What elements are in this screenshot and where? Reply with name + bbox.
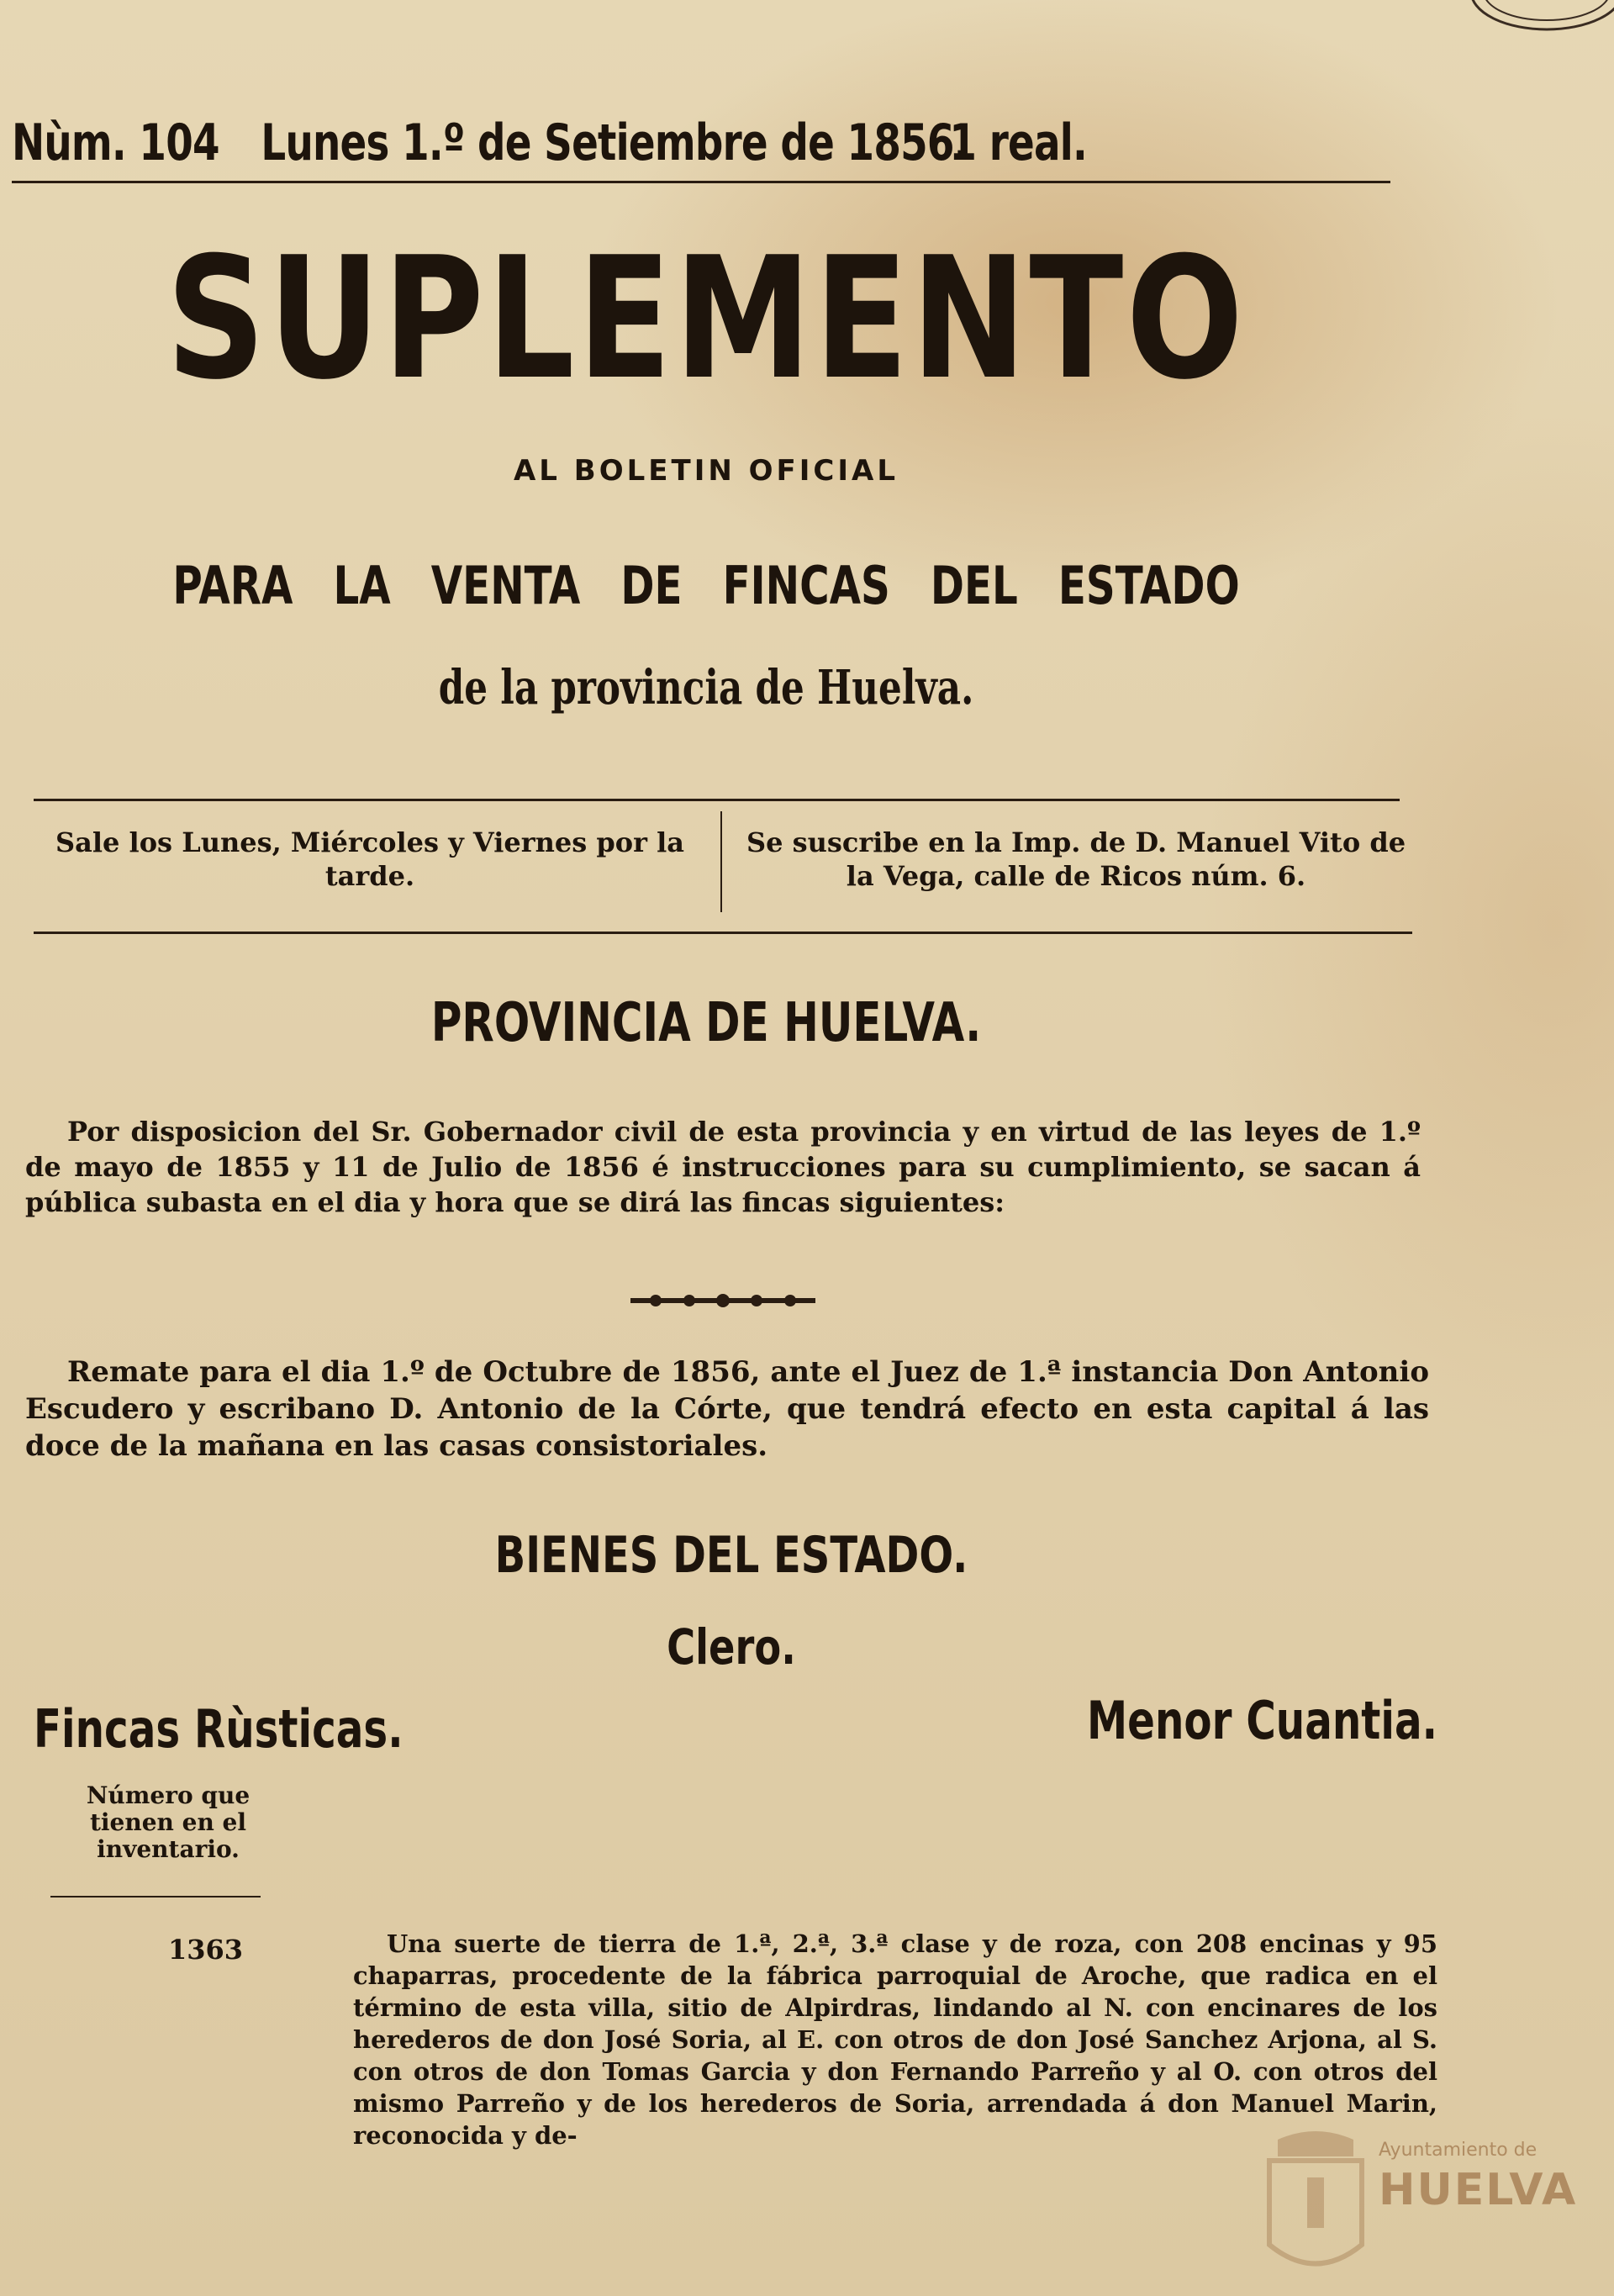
issue-number: Nùm. 104	[12, 113, 219, 172]
masthead-rule	[12, 181, 1390, 183]
section-title: PROVINCIA DE HUELVA.	[430, 992, 982, 1054]
top-rule	[34, 799, 1400, 801]
supplement-subtitle: AL BOLETIN OFICIAL	[513, 454, 899, 488]
bienes-heading: BIENES DEL ESTADO.	[494, 1526, 968, 1585]
issue-price: 1 real.	[949, 113, 1088, 172]
subscription-info: Se suscribe en la Imp. de D. Manuel Vito de la Vega, calle de Ricos núm. 6.	[746, 826, 1406, 892]
supplement-title: SUPLEMENTO	[166, 221, 1247, 417]
province-line: de la provincia de Huelva.	[438, 660, 974, 715]
issue-date: Lunes 1.º de Setiembre de 1856.	[261, 113, 968, 172]
masthead	[12, 113, 1113, 172]
auction-paragraph: Remate para el dia 1.º de Octubre de 1856, ante el Juez de 1.ª instancia Don Antonio Escudero y escribano D. Antonio de la Córte, que tendrá efecto en esta capital á las doce de la mañana en las casas consistoriales.	[25, 1355, 1429, 1463]
item-description: Una suerte de tierra de 1.ª, 2.ª, 3.ª clase y de roza, con 208 encinas y 95 chaparras, procedente de la fábrica parroquial de Aroche, que radica en el término de esta villa, sitio de Alpirdras, lindando al N. con encinares de los herederos de don José Soria, al E. con otros de don José Sanchez Arjona, al S. con otros de don Tomas Garcia y don Fernando Parreño y al O. con otros del mismo Parreño y de los herederos de Soria, arrendada á don Manuel Marin, reconocida y de-	[353, 1929, 1437, 2150]
library-stamp	[1446, 0, 1614, 42]
column-separator	[720, 811, 722, 912]
watermark-line1: Ayuntamiento de	[1379, 2140, 1538, 2161]
ornament-divider	[622, 1291, 824, 1311]
menor-heading: Menor Cuantia.	[1087, 1690, 1437, 1751]
item-number: 1363	[168, 1934, 244, 1966]
clero-heading: Clero.	[667, 1618, 796, 1676]
heading-line: PARA LA VENTA DE FINCAS DEL ESTADO	[172, 555, 1240, 616]
fincas-heading: Fincas Rùsticas.	[34, 1698, 404, 1760]
watermark-line2: HUELVA	[1379, 2165, 1578, 2215]
inventory-rule	[50, 1896, 261, 1897]
intro-paragraph: Por disposicion del Sr. Gobernador civil de esta provincia y en virtud de las leyes de 1.º de mayo de 1855 y 11 de Julio de 1856 é instrucciones para su cumplimiento, se sacan á pública subasta en el dia y hora que se dirá las fincas siguientes:	[25, 1116, 1421, 1218]
inventory-number-header: Número que tienen en el inventario.	[86, 1781, 251, 1863]
publication-days: Sale los Lunes, Miércoles y Viernes por la tarde.	[55, 826, 684, 892]
bottom-rule	[34, 932, 1412, 934]
